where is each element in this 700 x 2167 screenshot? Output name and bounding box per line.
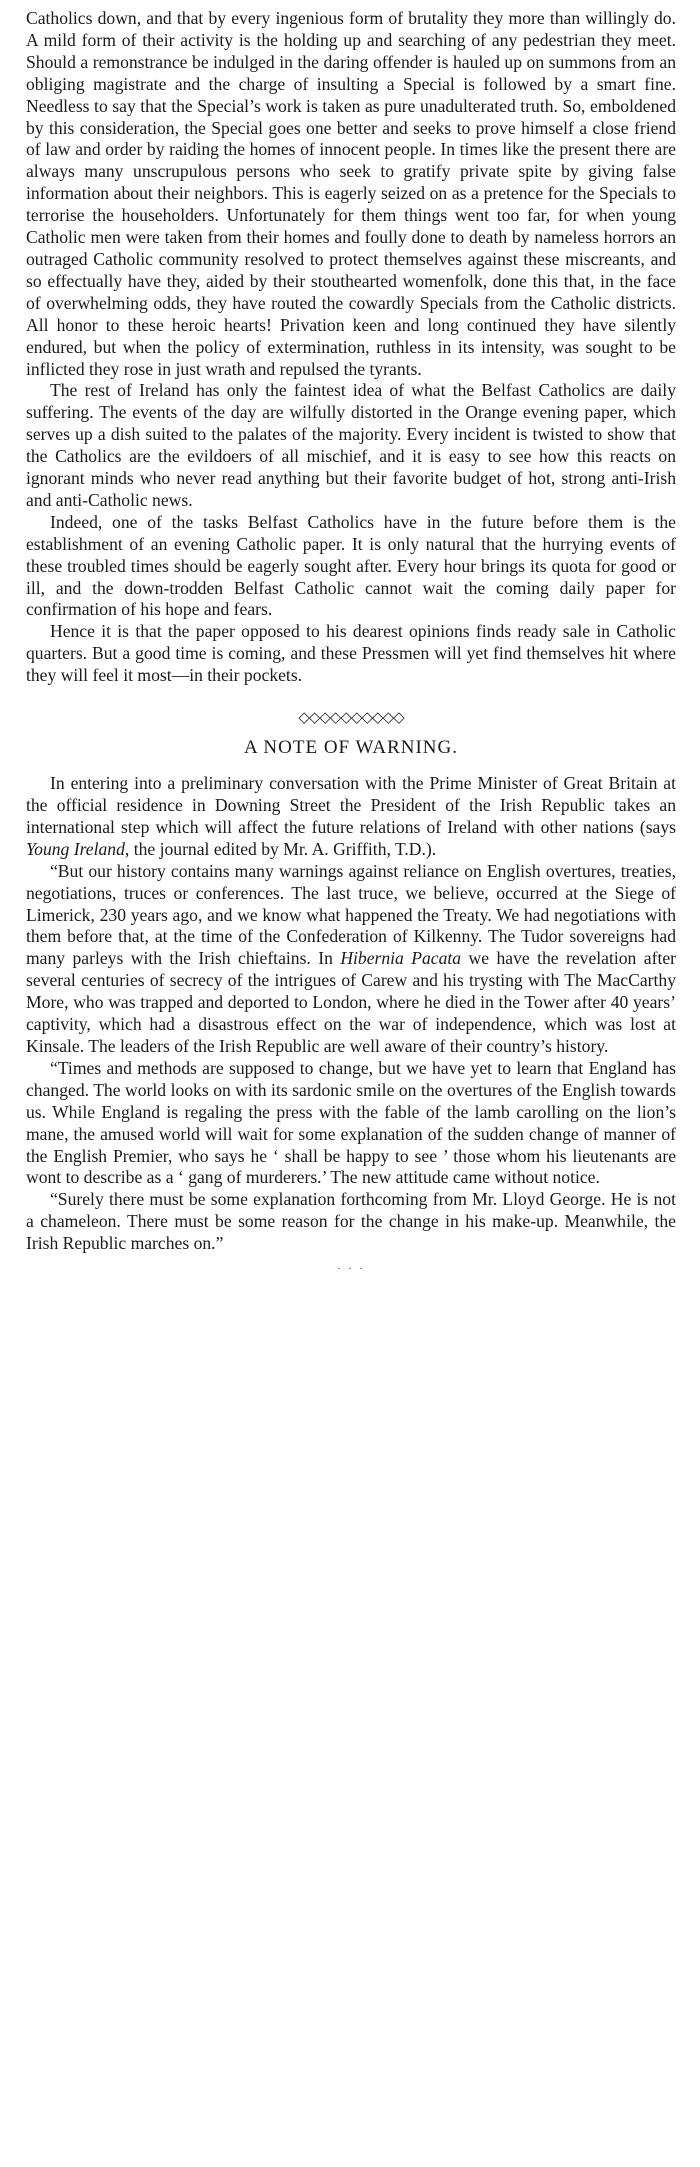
article-note-of-warning — [26, 737, 676, 1255]
article-paragraph: “Times and methods are supposed to change, but we have yet to learn that England has changed. The world looks on with its sardonic smile on the overtures of the English towards us. While England is regaling the press with the fable of the lamb carolling on the lion’s mane, the amused world will wait for some explanation of the sudden change of manner of the English Premier, who says he ‘ shall be happy to see ’ those whom his lieutenants are wont to describe as a ‘ gang of murderers.’ The new attitude came without notice. — [26, 1057, 676, 1188]
book-title: Hibernia Pacata — [340, 948, 462, 969]
article-paragraph: Hence it is that the paper opposed to his dearest opinions finds ready sale in Catholic quarters. But a good time is coming, and these Pressmen will yet find themselves hit where they will feel it most—in their pockets. — [26, 621, 676, 686]
section-divider-ornament: ◇◇◇◇◇◇◇◇◇◇ — [298, 710, 404, 727]
article-paragraph: “Surely there must be some explanation forthcoming from Mr. Lloyd George. He is not a chameleon. There must be some reason for the change in his make-up. Meanwhile, the Irish Republic marches on.” — [26, 1189, 676, 1254]
publication-title: Young Ireland — [26, 838, 125, 859]
article-paragraph: Indeed, one of the tasks Belfast Catholics have in the future before them is the establishment of an evening Catholic paper. It is only natural that the hurrying events of these troubled times should be eagerly sought after. Every hour brings its quota for good or ill, and the down-trodden Belfast Catholic cannot wait the coming daily paper for confirmation of his hope and fears. — [26, 511, 676, 620]
end-mark: · · · — [337, 1261, 365, 1276]
article-paragraph: Catholics down, and that by every ingenious form of brutality they more than willingly do. A mild form of their activity is the holding up and searching of any pedestrian they meet. Should a remonstrance be indulged in the daring offender is hauled up on summons from an obliging magistrate and the charge of insulting a Special is followed by a smart fine. Needless to say that the Special’s work is taken as pure unadulterated truth. So, emboldened by this consideration, the Special goes one better and seeks to prove himself a close friend of law and order by raiding the homes of innocent people. In times like the present there are always many unscrupulous persons who seek to gratify private spite by giving false information about their neighbors. This is eagerly seized on as a pretence for the Specials to terrorise the householders. Unfortunately for them things went too far, for when young Catholic men were taken from their homes and foully done to death by nameless horrors an outraged Catholic community resolved to protect themselves against these miscreants, and so effectually have they, aided by their stouthearted womenfolk, done this that, in the face of overwhelming odds, they have routed the cowardly Specials from the Catholic districts. All honor to these heroic hearts! Privation keen and long continued they have silently endured, but when the policy of extermination, ruthless in its intensity, was sought to be inflicted they rose in just wrath and repulsed the tyrants. — [26, 8, 676, 379]
article-paragraph: The rest of Ireland has only the faintest idea of what the Belfast Catholics are daily suffering. The events of the day are wilfully distorted in the Orange evening paper, which serves up a dish suited to the palates of the majority. Every incident is twisted to show that the Catholics are the evildoers of all mischief, and it is easy to see how this reacts on ignorant minds who never read anything but their favorite budget of hot, strong anti-Irish and anti-Catholic news. — [26, 380, 676, 510]
paragraph-text: , the journal edited by Mr. A. Griffith, T.D.). — [124, 838, 437, 859]
paragraph-text: “But our history contains many warnings against reliance on English overtures, treaties, negotiations, truces or conferences. The last truce, we believe, occurred at the Siege of Limerick, 230 years ago, and we know what happened the Treaty. We had negotiations with them before that, at the time of the Confederation of Kilkenny. The Tudor sovereigns had many parleys with the Irish chieftains. In — [26, 860, 676, 969]
text-column — [26, 8, 676, 1276]
article-heading: A NOTE OF WARNING. — [244, 737, 458, 759]
article-paragraph — [26, 861, 676, 1058]
paragraph-text: In entering into a preliminary conversation with the Prime Minister of Great Britain at the official residence in Downing Street the President of the Irish Republic takes an international step which will affect the future relations of Ireland with other nations (says — [26, 773, 676, 837]
paragraph-text: we have the revelation after several centuries of secrecy of the intrigues of Carew and his trysting with The MacCarthy More, who was trapped and deported to London, where he died in the Tower after 40 years’ captivity, which had a disastrous effect on the war of independence, which was lost at Kinsale. The leaders of the Irish Republic are well aware of their country’s history. — [26, 948, 677, 1056]
article-paragraph — [26, 773, 676, 861]
article-belfast-catholics — [26, 8, 676, 687]
